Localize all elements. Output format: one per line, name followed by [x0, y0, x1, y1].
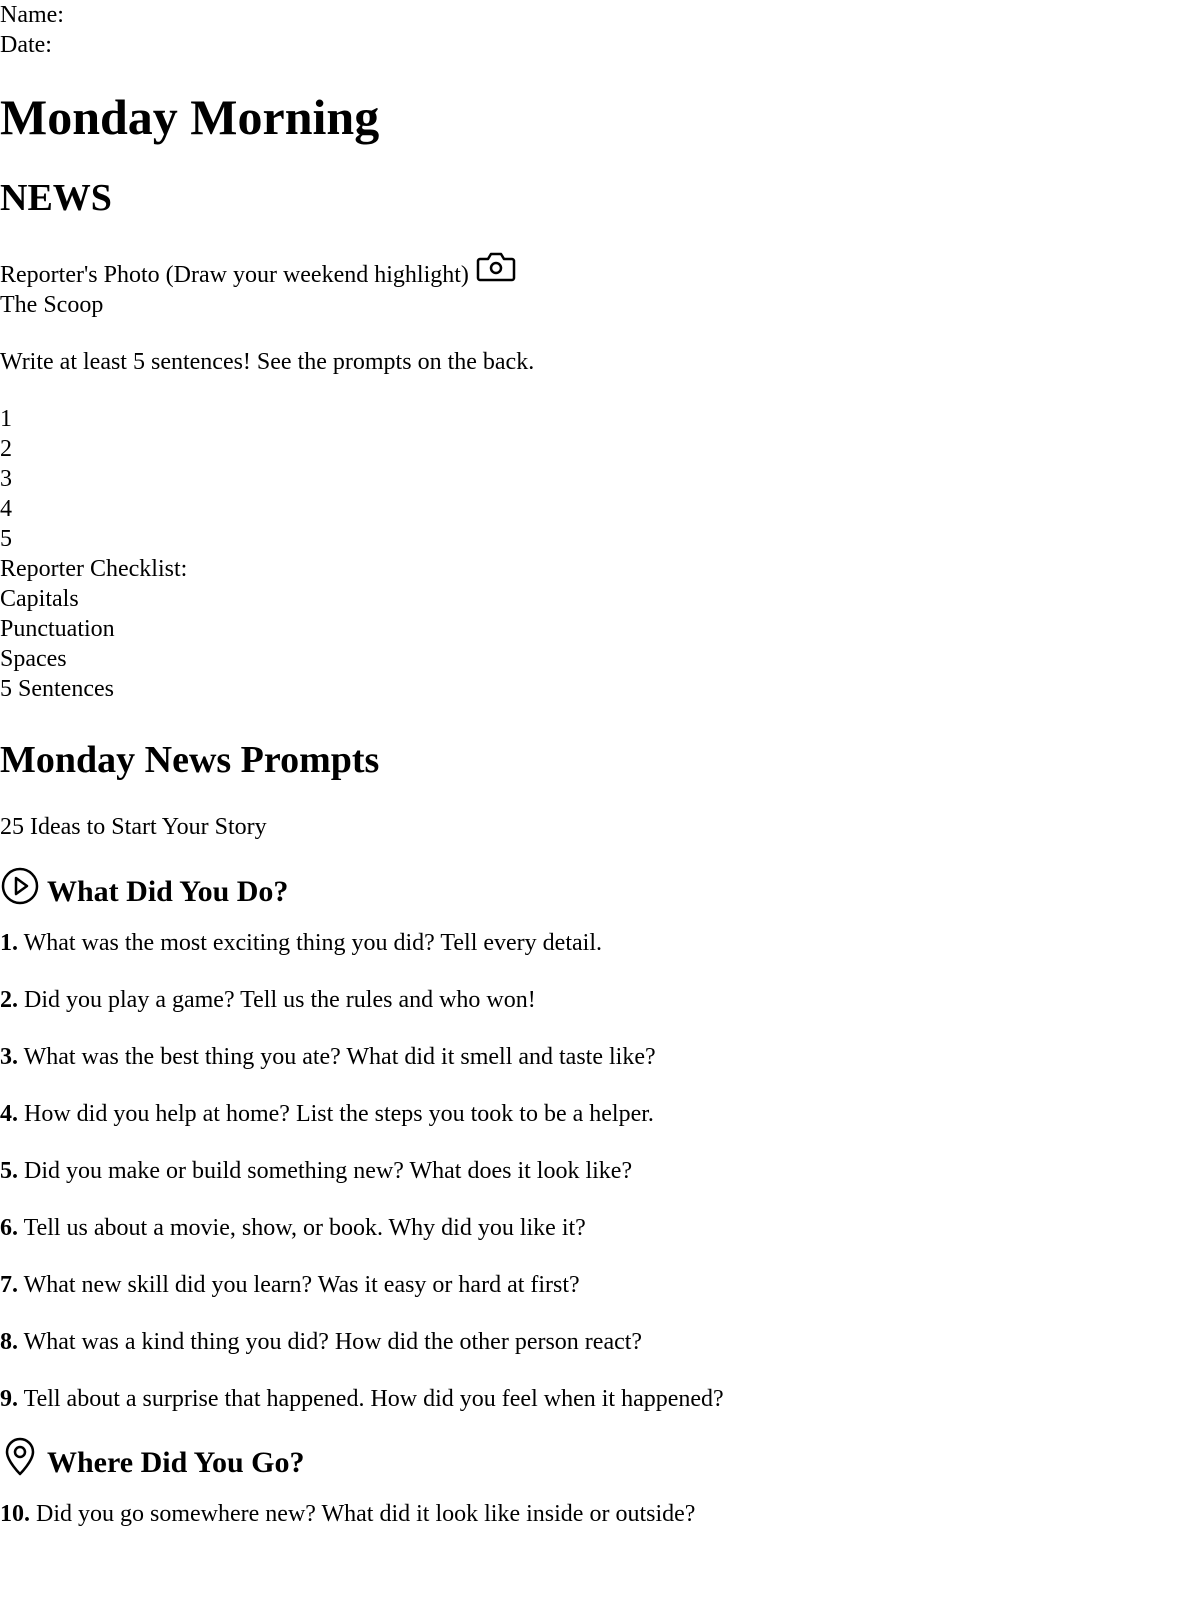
reporters-photo-label: Reporter's Photo (Draw your weekend highlight): [0, 262, 469, 288]
prompt-list-what-did-you-do: [0, 928, 1200, 1441]
prompt-item: [0, 1099, 1200, 1156]
prompt-item: [0, 1213, 1200, 1270]
camera-icon: [476, 248, 516, 284]
prompt-number: 9.: [0, 1386, 18, 1412]
writing-lines: [0, 404, 1200, 554]
prompt-text: What was a kind thing you did? How did the other person react?: [23, 1329, 643, 1355]
writing-line-number: 3: [0, 466, 12, 492]
scoop-instructions: Write at least 5 sentences! See the prompts on the back.: [0, 349, 535, 375]
prompt-number: 8.: [0, 1329, 18, 1355]
page-title: Monday Morning: [0, 89, 380, 145]
prompt-item: [0, 1327, 1200, 1384]
prompt-text: Tell about a surprise that happened. How did you feel when it happened?: [23, 1386, 724, 1412]
reporter-checklist: [0, 554, 1200, 704]
prompt-number: 2.: [0, 987, 18, 1013]
prompts-subtitle: 25 Ideas to Start Your Story: [0, 814, 267, 840]
prompt-item: [0, 1156, 1200, 1213]
writing-line-number: 4: [0, 496, 12, 522]
prompt-number: 1.: [0, 930, 18, 956]
prompt-text: Did you play a game? Tell us the rules and who won!: [24, 987, 536, 1013]
prompt-list-where-did-you-go: [0, 1499, 1200, 1556]
prompt-text: Did you go somewhere new? What did it look like inside or outside?: [36, 1501, 696, 1527]
writing-line-number: 5: [0, 526, 12, 552]
prompt-item: [0, 985, 1200, 1042]
prompt-item: [0, 1042, 1200, 1099]
prompt-number: 4.: [0, 1101, 18, 1127]
news-heading: NEWS: [0, 177, 112, 219]
checklist-item: Spaces: [0, 646, 67, 672]
section-heading-what-did-you-do: [0, 870, 1200, 914]
prompt-item: [0, 1499, 1200, 1556]
checklist-item: Punctuation: [0, 616, 115, 642]
prompt-text: How did you help at home? List the steps you took to be a helper.: [24, 1101, 654, 1127]
date-label: Date:: [0, 32, 52, 58]
prompt-text: Did you make or build something new? What does it look like?: [24, 1158, 633, 1184]
section-heading-text: What Did You Do?: [47, 875, 289, 908]
prompt-item: [0, 1384, 1200, 1441]
prompt-item: [0, 1270, 1200, 1327]
prompt-number: 7.: [0, 1272, 18, 1298]
reporters-photo-row: [0, 256, 1200, 290]
prompt-number: 10.: [0, 1501, 30, 1527]
writing-line-number: 2: [0, 436, 12, 462]
map-pin-icon: [0, 1437, 40, 1477]
prompt-number: 5.: [0, 1158, 18, 1184]
checklist-label: Reporter Checklist:: [0, 556, 188, 582]
prompt-item: [0, 928, 1200, 985]
prompt-number: 3.: [0, 1044, 18, 1070]
checklist-item: Capitals: [0, 586, 79, 612]
writing-line-number: 1: [0, 406, 12, 432]
section-heading-text: Where Did You Go?: [47, 1446, 305, 1479]
name-label: Name:: [0, 2, 64, 28]
play-circle-icon: [0, 866, 40, 906]
section-heading-where-did-you-go: [0, 1441, 1200, 1485]
prompt-text: What was the best thing you ate? What did it smell and taste like?: [23, 1044, 656, 1070]
prompt-text: What was the most exciting thing you did? Tell every detail.: [23, 930, 602, 956]
prompts-title: Monday News Prompts: [0, 739, 380, 781]
checklist-item: 5 Sentences: [0, 676, 114, 702]
prompt-text: What new skill did you learn? Was it easy or hard at first?: [23, 1272, 580, 1298]
prompt-number: 6.: [0, 1215, 18, 1241]
scoop-label: The Scoop: [0, 292, 104, 318]
prompt-text: Tell us about a movie, show, or book. Why did you like it?: [23, 1215, 586, 1241]
